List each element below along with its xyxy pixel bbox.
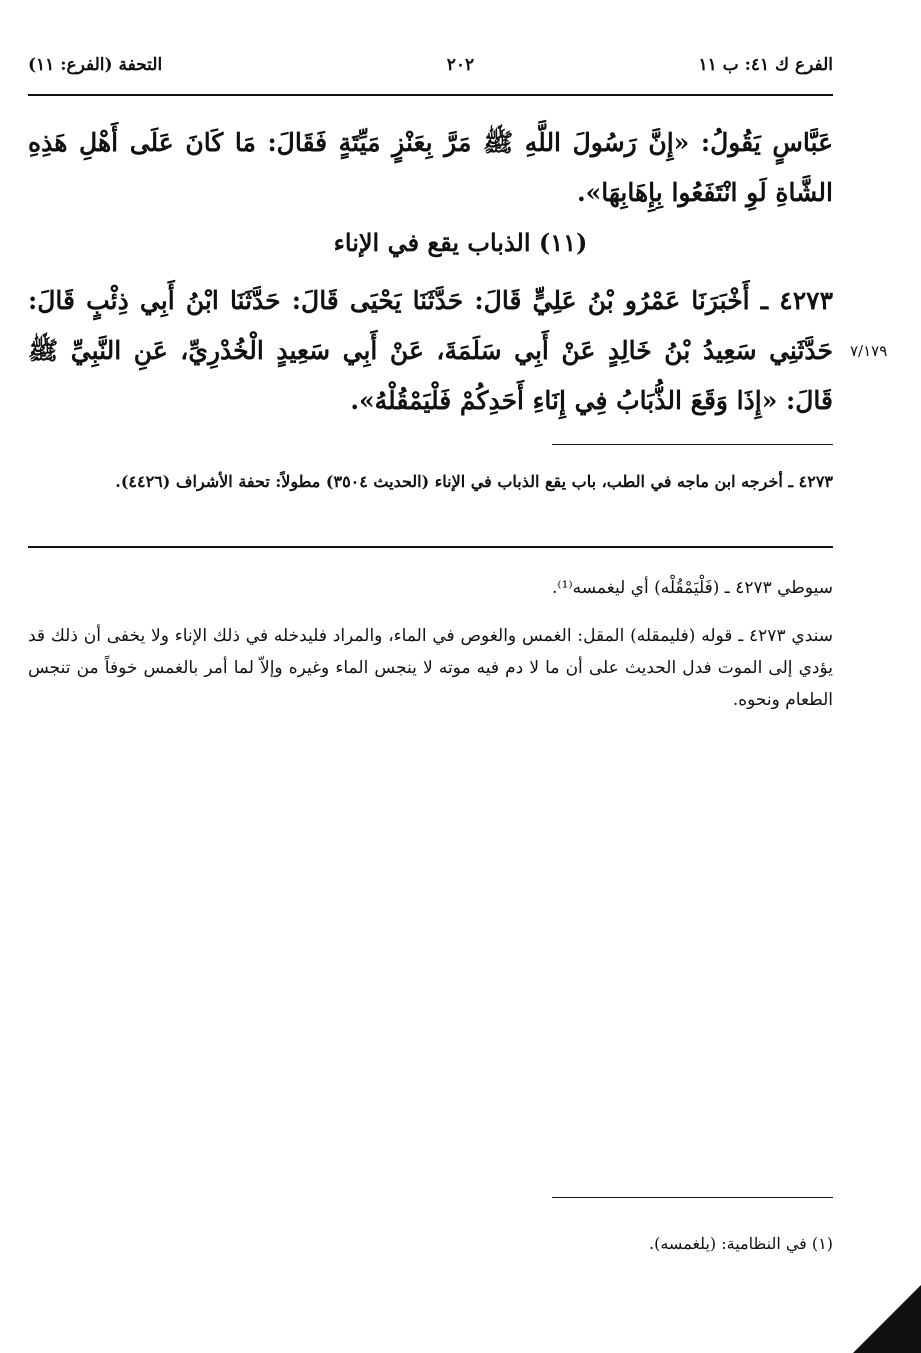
commentary-rule [28, 546, 833, 548]
running-header-left: التحفة (الفرع: ١١) [28, 55, 163, 75]
takhrij-separator [552, 444, 833, 445]
hadith-text: ٤٢٧٣ ـ أَخْبَرَنَا عَمْرُو بْنُ عَلِيٍّ قَالَ: حَدَّثَنَا يَحْيَى قَالَ: حَدَّثَنَا ابْنُ أَبِي ذِئْبٍ قَالَ: حَدَّثَنِي سَعِيدُ بْنُ خَالِدٍ عَنْ أَبِي سَلَمَةَ، عَنْ أَبِي سَعِيدٍ الْخُدْرِيِّ، عَنِ النَّبِيِّ ﷺ قَالَ: «إِذَا وَقَعَ الذُّبَابُ فِي إِنَاءِ أَحَدِكُمْ فَلْيَمْقُلْهُ». [28, 286, 833, 415]
running-header-right: الفرع ك ٤١: ب ١١ [698, 55, 833, 75]
hadith-continuation: عَبَّاسٍ يَقُولُ: «إِنَّ رَسُولَ اللَّهِ ﷺ مَرَّ بِعَنْزٍ مَيِّتَةٍ فَقَالَ: مَا كَانَ عَلَى أَهْلِ هَذِهِ الشَّاةِ لَوِ انْتَفَعُوا بِإِهَابِهَا». [28, 128, 833, 207]
header-rule [28, 94, 833, 96]
footnote-separator [552, 1197, 833, 1198]
chapter-heading: (١١) الذباب يقع في الإناء [333, 228, 588, 257]
takhrij-note: ٤٢٧٣ ـ أخرجه ابن ماجه في الطب، باب يقع الذباب في الإناء (الحديث ٣٥٠٤) مطولاً: تحفة الأشراف (٤٤٢٦). [115, 472, 833, 491]
page-corner-mark [853, 1285, 921, 1353]
sindi-commentary: سندي ٤٢٧٣ ـ قوله (فليمقله) المقل: الغمس والغوص في الماء، والمراد فليدخله في ذلك الإناء ولا يخفى أن ذلك قد يؤدي إلى الموت فدل الحديث على أن ما لا دم فيه موته لا ينجس الماء وغيره وإلاّ لما أمر بالغمس خوفاً من تنجس الطعام ونحوه. [28, 626, 833, 710]
suyuti-commentary: سيوطي ٤٢٧٣ ـ (فَلْيَمْقُلْه) أي ليغمسه⁽¹⁾. [552, 578, 833, 598]
margin-reference: ٧/١٧٩ [850, 342, 888, 360]
page-number: ٢٠٢ [446, 55, 475, 75]
footnote: (١) في النظامية: (يلغمسه). [649, 1234, 833, 1253]
